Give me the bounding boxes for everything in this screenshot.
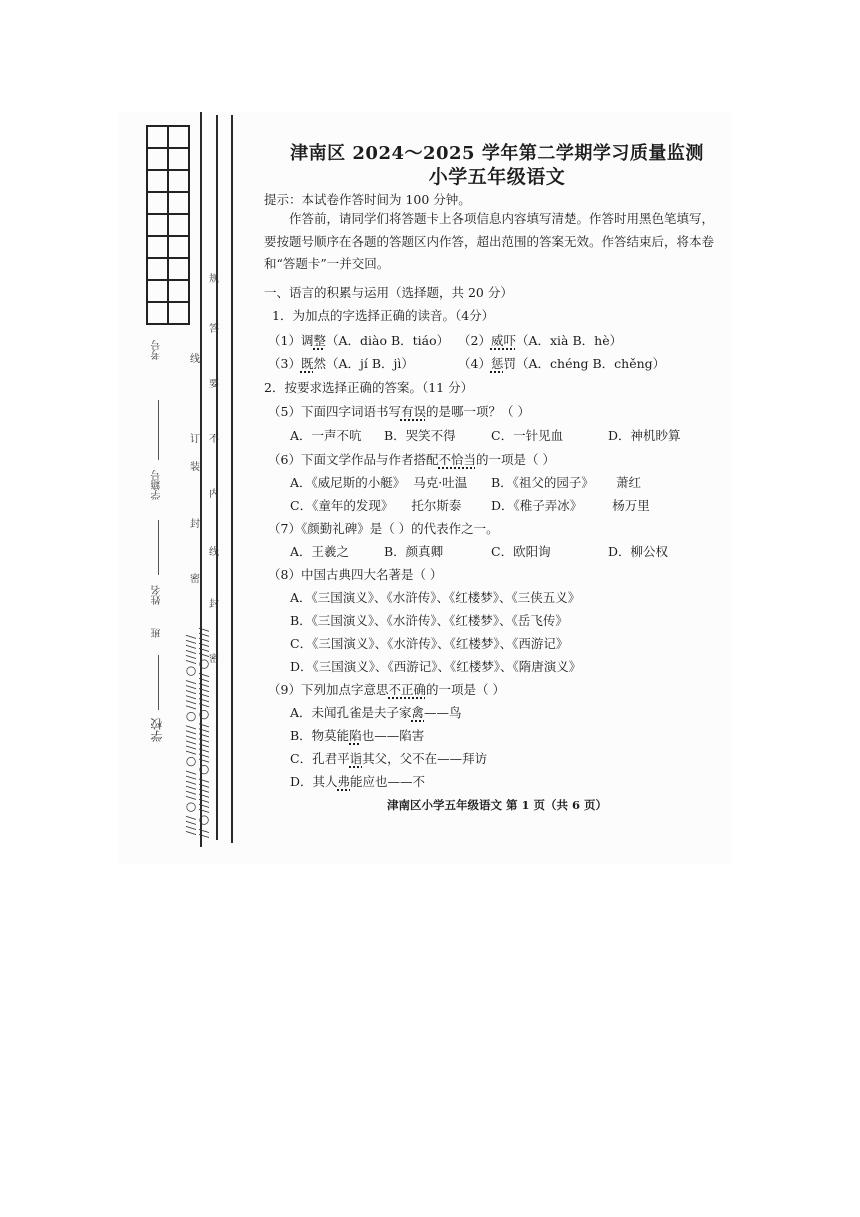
seal-char: 订: [190, 434, 200, 445]
q6-option-c: [290, 496, 461, 514]
option-work: D．《稚子弄冰》: [491, 498, 583, 513]
seal-char: 答: [209, 324, 219, 335]
stem-text: 的一项是（ ）: [425, 682, 505, 697]
student-id-underline: [158, 520, 159, 575]
q7-option-d: D．柳公权: [608, 544, 669, 559]
dotted-char: 禽: [411, 705, 425, 720]
seal-char: 密: [190, 574, 200, 585]
seal-char: 封: [209, 599, 219, 610]
stem-text: （5）下面四字词语书写: [268, 404, 401, 419]
dotted-char: 威吓: [490, 333, 516, 348]
seal-char: 规: [209, 274, 219, 285]
q5-option-c: C．一针见血: [491, 428, 564, 443]
q8-option-b: B．《三国演义》、《水浒传》、《红楼梦》、《岳飞传》: [290, 613, 568, 628]
q5-stem: [268, 402, 530, 420]
q9-option-d: [290, 772, 425, 790]
class-underline: [158, 655, 159, 710]
item-text: 罚: [503, 356, 516, 371]
seal-char: 线: [209, 547, 219, 558]
q5-option-d: D．神机眇算: [608, 428, 681, 443]
seal-characters-b: [207, 265, 221, 665]
margin-rule-3: [231, 115, 233, 843]
instructions-paragraph: 作答前，请同学们将答题卡上各项信息内容填写清楚。作答时用黑色笔填写，要按题号顺序在各题的答题区内作答，超出范围的答案无效。作答结束后，将本卷和“答题卡”一并交回。: [264, 211, 715, 271]
q9-option-c: [290, 749, 487, 767]
q6-option-d: [491, 496, 650, 514]
option-author: 杨万里: [612, 498, 650, 513]
seal-characters-a: [188, 340, 202, 680]
option-text: 其父，父不在——拜访: [362, 751, 488, 766]
q7-stem: （7）《颜勤礼碑》是（ ）的代表作之一。: [268, 521, 499, 536]
dotted-char: 不正确: [388, 682, 426, 697]
item-options: （A．diào B．tiáo）: [325, 333, 450, 348]
seal-char: 要: [209, 379, 219, 390]
option-text: B．物莫能: [290, 728, 350, 743]
option-text: 能应也——不: [350, 774, 426, 789]
dotted-char: 不恰当: [438, 452, 476, 467]
q9-option-a: [290, 703, 462, 721]
stem-text: 的是哪一项？（ ）: [425, 404, 530, 419]
student-id-label: 学籍号: [152, 470, 163, 500]
q1-stem: 1．为加点的字选择正确的读音。（4分）: [272, 308, 495, 323]
dotted-char: 诣: [349, 751, 363, 766]
q7-option-a: A．王羲之: [290, 544, 350, 559]
q7-option-b: B．颜真卿: [384, 544, 444, 559]
seal-char: 装: [190, 462, 200, 473]
q6-stem: [268, 450, 555, 468]
option-text: 也——陷害: [361, 728, 425, 743]
dotted-char: 既: [300, 356, 314, 371]
option-text: ——鸟: [424, 705, 462, 720]
q8-stem: （8）中国古典四大名著是（ ）: [268, 567, 443, 582]
exam-no-underline: [158, 400, 159, 460]
item-options: （A．xià B．hè）: [515, 333, 623, 348]
seal-char: 密: [209, 654, 219, 665]
item-number: （1）: [268, 333, 301, 348]
q7-option-c: C．欧阳询: [491, 544, 551, 559]
item-number: （2）: [458, 333, 491, 348]
option-author: 萧红: [615, 475, 641, 490]
dotted-char: 整: [313, 333, 326, 348]
option-work: C．《童年的发现》: [290, 498, 394, 513]
stem-text: （6）下面文学作品与作者搭配: [268, 452, 439, 467]
seal-char: 内: [209, 489, 219, 500]
q8-option-a: A．《三国演义》、《水浒传》、《红楼梦》、《三侠五义》: [290, 590, 581, 605]
option-text: D．其人: [290, 774, 338, 789]
q8-option-d: D．《三国演义》、《西游记》、《红楼梦》、《隋唐演义》: [290, 659, 582, 674]
section-1-heading: 一、语言的积累与运用（选择题，共 20 分）: [264, 285, 513, 300]
exam-title: 津南区 2024～2025 学年第二学期学习质量监测: [290, 143, 704, 164]
dash-circle-column-1: ////○//////○//////○//////○//////: [184, 633, 198, 835]
seal-char: 不: [209, 434, 219, 445]
q9-option-b: [290, 726, 424, 744]
item-number: （3）: [268, 356, 301, 371]
q2-stem: 2．按要求选择正确的答案。（11 分）: [264, 380, 474, 395]
option-text: A．未闻孔雀是夫子家: [290, 705, 412, 720]
option-work: B．《祖父的园子》: [491, 475, 594, 490]
item-options: （A．chéng B．chěng）: [515, 356, 666, 371]
dotted-char: 弗: [337, 774, 351, 789]
seal-char: 线: [190, 354, 200, 365]
dotted-char: 有误: [400, 404, 426, 419]
option-work: A．《威尼斯的小艇》: [290, 475, 406, 490]
item-text: 然: [313, 356, 326, 371]
school-label: 学校: [150, 718, 164, 742]
q1-item-1: [268, 331, 449, 349]
q1-item-3: [268, 354, 414, 372]
dash-circle-column-2: //○///////○////////○///////○//////: [197, 626, 211, 838]
option-text: C．孔君平: [290, 751, 350, 766]
q5-option-b: B．哭笑不得: [384, 428, 456, 443]
q5-option-a: A．一声不吭: [290, 428, 362, 443]
q1-item-2: [458, 331, 622, 349]
q6-option-a: [290, 473, 467, 491]
page-footer: 津南区小学五年级语文 第 1 页（共 6 页）: [386, 798, 608, 812]
exam-subtitle: 小学五年级语文: [428, 166, 566, 188]
option-author: 马克·吐温: [413, 475, 468, 490]
item-number: （4）: [458, 356, 491, 371]
item-text: 调: [300, 333, 314, 348]
class-label: 班: [152, 628, 163, 638]
time-hint: 提示：本试卷作答时间为 100 分钟。: [264, 192, 471, 207]
q9-stem: [268, 680, 505, 698]
stem-text: 的一项是（ ）: [475, 452, 555, 467]
name-label: 姓名: [152, 585, 163, 605]
stem-text: （9）下列加点字意思: [268, 682, 389, 697]
q6-option-b: [491, 473, 641, 491]
option-author: 托尔斯泰: [411, 498, 462, 513]
q8-option-c: C．《三国演义》、《水浒传》、《红楼梦》、《西游记》: [290, 636, 569, 651]
item-options: （A．jí B．jì）: [325, 356, 414, 371]
exam-no-label: 考号: [152, 340, 163, 360]
q1-item-4: [458, 354, 665, 372]
dotted-char: 陷: [349, 728, 362, 743]
dotted-char: 惩: [490, 356, 504, 371]
seal-char: 封: [190, 519, 200, 530]
